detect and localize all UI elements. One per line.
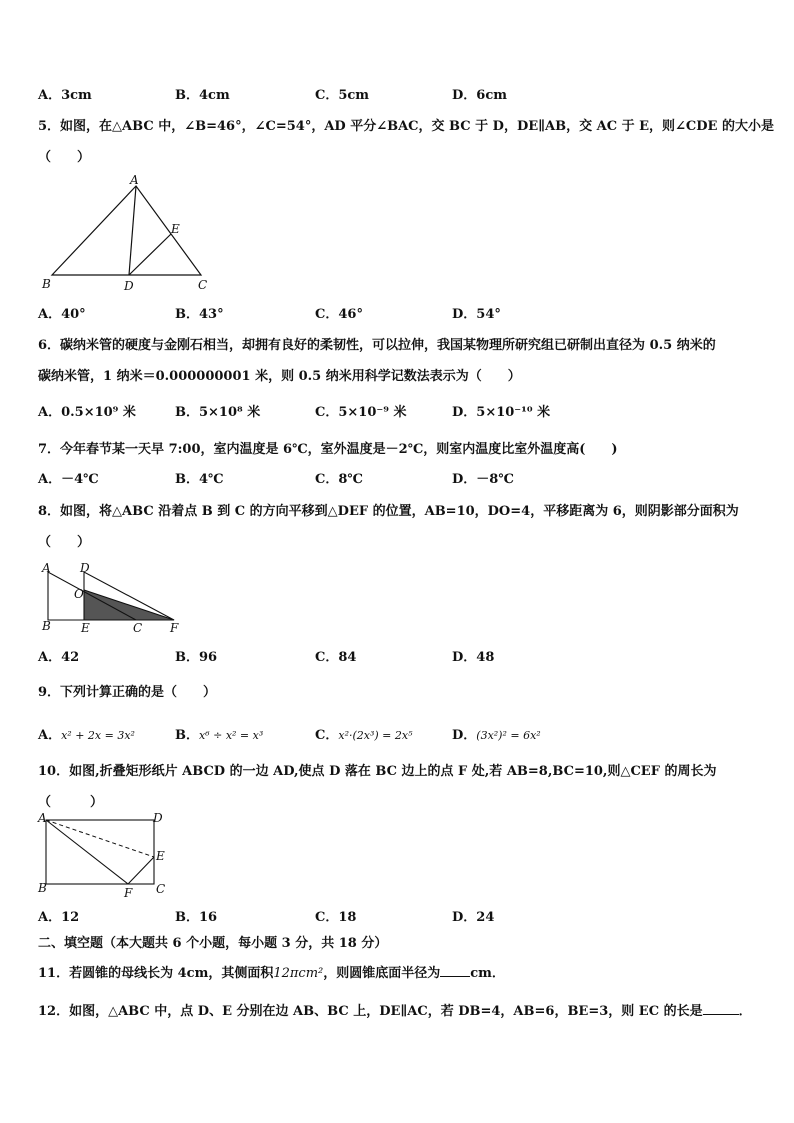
q7-option-d: D．－8℃	[452, 472, 514, 487]
q9-option-b	[175, 724, 263, 743]
q5-option-c: C．46°	[315, 307, 363, 322]
q12-answer-blank	[703, 1002, 739, 1015]
q5-stem: 5．如图，在△ABC 中，∠B=46°，∠C=54°，AD 平分∠BAC，交 BC 于 D，DE∥AB，交 AC 于 E，则∠CDE 的大小是	[38, 119, 774, 134]
q4-option-b: B．4cm	[175, 88, 230, 103]
q11-part1: 11．若圆锥的母线长为 4cm，其侧面积	[38, 966, 274, 981]
q8-options	[38, 646, 598, 664]
q6-stem-line2: 碳纳米管，1 纳米＝0.000000001 米，则 0.5 纳米用科学记数法表示为（ ）	[38, 369, 521, 384]
q4-option-c: C．5cm	[315, 88, 370, 103]
q10-segment-ae-dashed	[46, 820, 154, 857]
q5-segment-de	[129, 234, 171, 275]
q5-figure	[38, 172, 218, 294]
q9-option-b-expr: x⁶ ÷ x² = x³	[199, 729, 264, 742]
q5-options	[38, 303, 598, 321]
q8-paren: （ ）	[38, 535, 91, 550]
q10-segment-af	[46, 820, 128, 884]
q8-label-o: O	[74, 587, 84, 601]
q8-option-a: A．42	[38, 650, 80, 665]
q11-part2: ，则圆锥底面半径为	[323, 966, 441, 981]
q9-option-c-expr: x²·(2x³) = 2x⁵	[338, 729, 413, 742]
q6-option-a: A．0.5×10⁹ 米	[38, 405, 136, 420]
q11-area-expr: 12πcm²	[273, 966, 324, 981]
q10-label-d: D	[153, 811, 163, 825]
q6-option-b: B．5×10⁸ 米	[175, 405, 261, 420]
q10-option-c: C．18	[315, 910, 357, 925]
q5-paren: （ ）	[38, 150, 91, 165]
q8-figure	[38, 562, 188, 638]
q11-part3: cm．	[470, 966, 505, 981]
q4-option-a: A．3cm	[38, 88, 92, 103]
q6-options	[38, 401, 598, 419]
q10-option-b: B．16	[175, 910, 218, 925]
q11-answer-blank	[440, 964, 470, 977]
q8-shaded-region	[84, 590, 174, 620]
q9-option-a-expr: x² + 2x = 3x²	[61, 729, 135, 742]
q8-label-a: A	[42, 562, 51, 575]
q5-segment-ad	[129, 186, 136, 275]
q5-label-e: E	[171, 222, 180, 236]
q10-label-f: F	[124, 886, 133, 898]
q10-label-b: B	[38, 881, 47, 895]
q12-stem	[38, 1000, 752, 1019]
q9-stem: 9．下列计算正确的是（ ）	[38, 685, 217, 700]
q5-option-a: A．40°	[38, 307, 86, 322]
q11-stem	[38, 962, 505, 981]
q9-option-a-letter: A．	[38, 728, 62, 743]
q5-option-b: B．43°	[175, 307, 224, 322]
q10-label-a: A	[38, 811, 47, 825]
section2-title: 二、填空题（本大题共 6 个小题，每小题 3 分，共 18 分）	[38, 936, 388, 951]
q6-option-c: C．5×10⁻⁹ 米	[315, 405, 407, 420]
q7-option-b: B．4℃	[175, 472, 224, 487]
q8-label-d: D	[80, 562, 90, 575]
q9-option-b-letter: B．	[175, 728, 199, 743]
q6-option-d: D．5×10⁻¹⁰ 米	[452, 405, 551, 420]
q9-option-d	[452, 724, 541, 743]
q7-option-a: A．－4℃	[38, 472, 99, 487]
q9-option-d-letter: D．	[452, 728, 477, 743]
q4-option-d: D．6cm	[452, 88, 507, 103]
q10-option-a: A．12	[38, 910, 80, 925]
q9-option-a	[38, 724, 135, 743]
q8-option-b: B．96	[175, 650, 218, 665]
q9-options	[38, 724, 598, 742]
q7-option-c: C．8℃	[315, 472, 363, 487]
q5-label-b: B	[42, 277, 51, 291]
q10-label-e: E	[156, 849, 165, 863]
q10-paren: （ ）	[38, 795, 104, 810]
q10-options	[38, 906, 598, 924]
q5-label-c: C	[198, 278, 208, 292]
q6-stem-line1: 6．碳纳米管的硬度与金刚石相当，却拥有良好的柔韧性，可以拉伸，我国某物理所研究组已研制出直径为 0.5 纳米的	[38, 338, 716, 353]
q5-option-d: D．54°	[452, 307, 501, 322]
q8-option-c: C．84	[315, 650, 357, 665]
q10-figure	[36, 810, 176, 898]
q9-option-c-letter: C．	[315, 728, 339, 743]
q9-option-c	[315, 724, 413, 743]
q9-option-d-expr: (3x²)² = 6x²	[476, 729, 541, 742]
q8-label-e: E	[81, 621, 90, 635]
q5-label-d: D	[124, 279, 134, 293]
q7-options	[38, 468, 598, 486]
q10-segment-fe	[128, 857, 154, 884]
q10-stem: 10．如图,折叠矩形纸片 ABCD 的一边 AD,使点 D 落在 BC 边上的点 F 处,若 AB=8,BC=10,则△CEF 的周长为	[38, 764, 717, 779]
q10-label-c: C	[156, 882, 166, 896]
q8-option-d: D．48	[452, 650, 495, 665]
q12-part2: ．	[738, 1004, 752, 1019]
q8-label-b: B	[42, 619, 51, 633]
q5-label-a: A	[130, 173, 139, 187]
q8-label-c: C	[133, 621, 143, 635]
q8-stem: 8．如图，将△ABC 沿着点 B 到 C 的方向平移到△DEF 的位置，AB=10，DO=4，平移距离为 6，则阴影部分面积为	[38, 504, 739, 519]
q7-stem: 7．今年春节某一天早 7:00，室内温度是 6℃，室外温度是－2℃，则室内温度比室外温度高( )	[38, 442, 618, 457]
q4-options	[38, 84, 598, 102]
q8-label-f: F	[170, 621, 179, 635]
q12-part1: 12．如图，△ABC 中，点 D、E 分别在边 AB、BC 上，DE∥AC，若 DB=4，AB=6，BE=3，则 EC 的长是	[38, 1004, 703, 1019]
q10-option-d: D．24	[452, 910, 495, 925]
